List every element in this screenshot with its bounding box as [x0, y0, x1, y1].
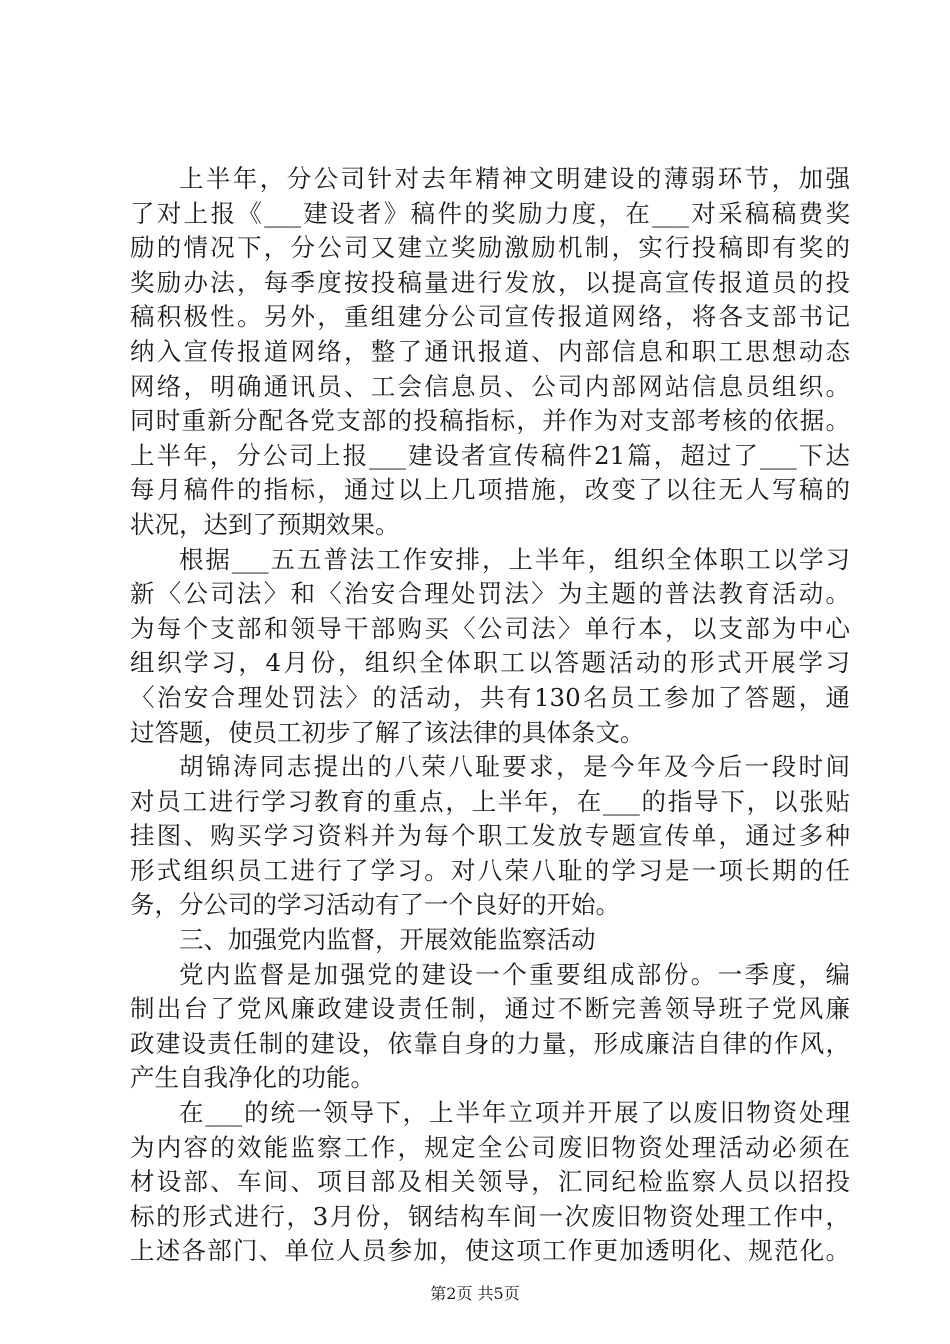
- text-line: 上半年，分公司针对去年精神文明建设的薄弱环节，加强: [179, 164, 850, 193]
- text-line: 网络，明确通讯员、工会信息员、公司内部网站信息员组织。: [130, 371, 850, 401]
- text-line: 励的情况下，分公司又建立奖励激励机制，实行投稿即有奖的: [130, 233, 850, 263]
- text-line: 稿积极性。另外，重组建分公司宣传报道网络，将各支部书记: [130, 302, 850, 332]
- page-footer: 第2页 共5页: [430, 1284, 520, 1303]
- text-line: 〈治安合理处罚法〉的活动，共有130名员工参加了答题，通: [130, 682, 850, 712]
- text-line: 政建设责任制的建设，依靠自身的力量，形成廉洁自律的作风，: [130, 1028, 850, 1058]
- text-line: 新〈公司法〉和〈治安合理处罚法〉为主题的普法教育活动。: [130, 579, 850, 609]
- text-line: 党内监督是加强党的建设一个重要组成部份。一季度，编: [179, 959, 850, 989]
- text-line: 在___的统一领导下，上半年立项并开展了以废旧物资处理: [179, 1098, 850, 1128]
- text-line: 同时重新分配各党支部的投稿指标，并作为对支部考核的依据。: [130, 406, 850, 436]
- text-line: 标的形式进行，3月份，钢结构车间一次废旧物资处理工作中，: [130, 1201, 850, 1231]
- text-line: 为内容的效能监察工作，规定全公司废旧物资处理活动必须在: [130, 1132, 850, 1162]
- text-line: 了对上报《___建设者》稿件的奖励力度，在___对采稿稿费奖: [130, 198, 850, 228]
- text-line: 挂图、购买学习资料并为每个职工发放专题宣传单，通过多种: [130, 821, 850, 851]
- text-line: 状况，达到了预期效果。: [130, 509, 400, 539]
- text-line: 务，分公司的学习活动有了一个良好的开始。: [130, 890, 620, 920]
- text-line: 组织学习，4月份，组织全体职工以答题活动的形式开展学习: [130, 648, 850, 678]
- text-line: 对员工进行学习教育的重点，上半年，在___的指导下，以张贴: [130, 786, 850, 816]
- text-line: 三、加强党内监督，开展效能监察活动: [179, 925, 596, 955]
- text-line: 每月稿件的指标，通过以上几项措施，改变了以往无人写稿的: [130, 475, 850, 505]
- body-text: [130, 162, 850, 1269]
- text-line: 奖励办法，每季度按投稿量进行发放，以提高宣传报道员的投: [130, 267, 850, 297]
- text-line: 材设部、车间、项目部及相关领导，汇同纪检监察人员以招投: [130, 1167, 850, 1197]
- text-line: 为每个支部和领导干部购买〈公司法〉单行本，以支部为中心: [130, 613, 850, 643]
- text-line: 根据___五五普法工作安排，上半年，组织全体职工以学习: [179, 544, 850, 574]
- text-line: 胡锦涛同志提出的八荣八耻要求，是今年及今后一段时间: [179, 752, 850, 782]
- text-line: 上半年，分公司上报___建设者宣传稿件21篇，超过了___下达: [130, 440, 850, 470]
- text-line: 纳入宣传报道网络，整了通讯报道、内部信息和职工思想动态: [130, 336, 850, 366]
- text-line: 产生自我净化的功能。: [130, 1063, 375, 1093]
- text-line: 过答题，使员工初步了解了该法律的具体条文。: [130, 717, 645, 747]
- text-line: 上述各部门、单位人员参加，使这项工作更加透明化、规范化。: [130, 1236, 850, 1266]
- text-line: 制出台了党风廉政建设责任制，通过不断完善领导班子党风廉: [130, 994, 850, 1024]
- text-line: 形式组织员工进行了学习。对八荣八耻的学习是一项长期的任: [130, 855, 850, 885]
